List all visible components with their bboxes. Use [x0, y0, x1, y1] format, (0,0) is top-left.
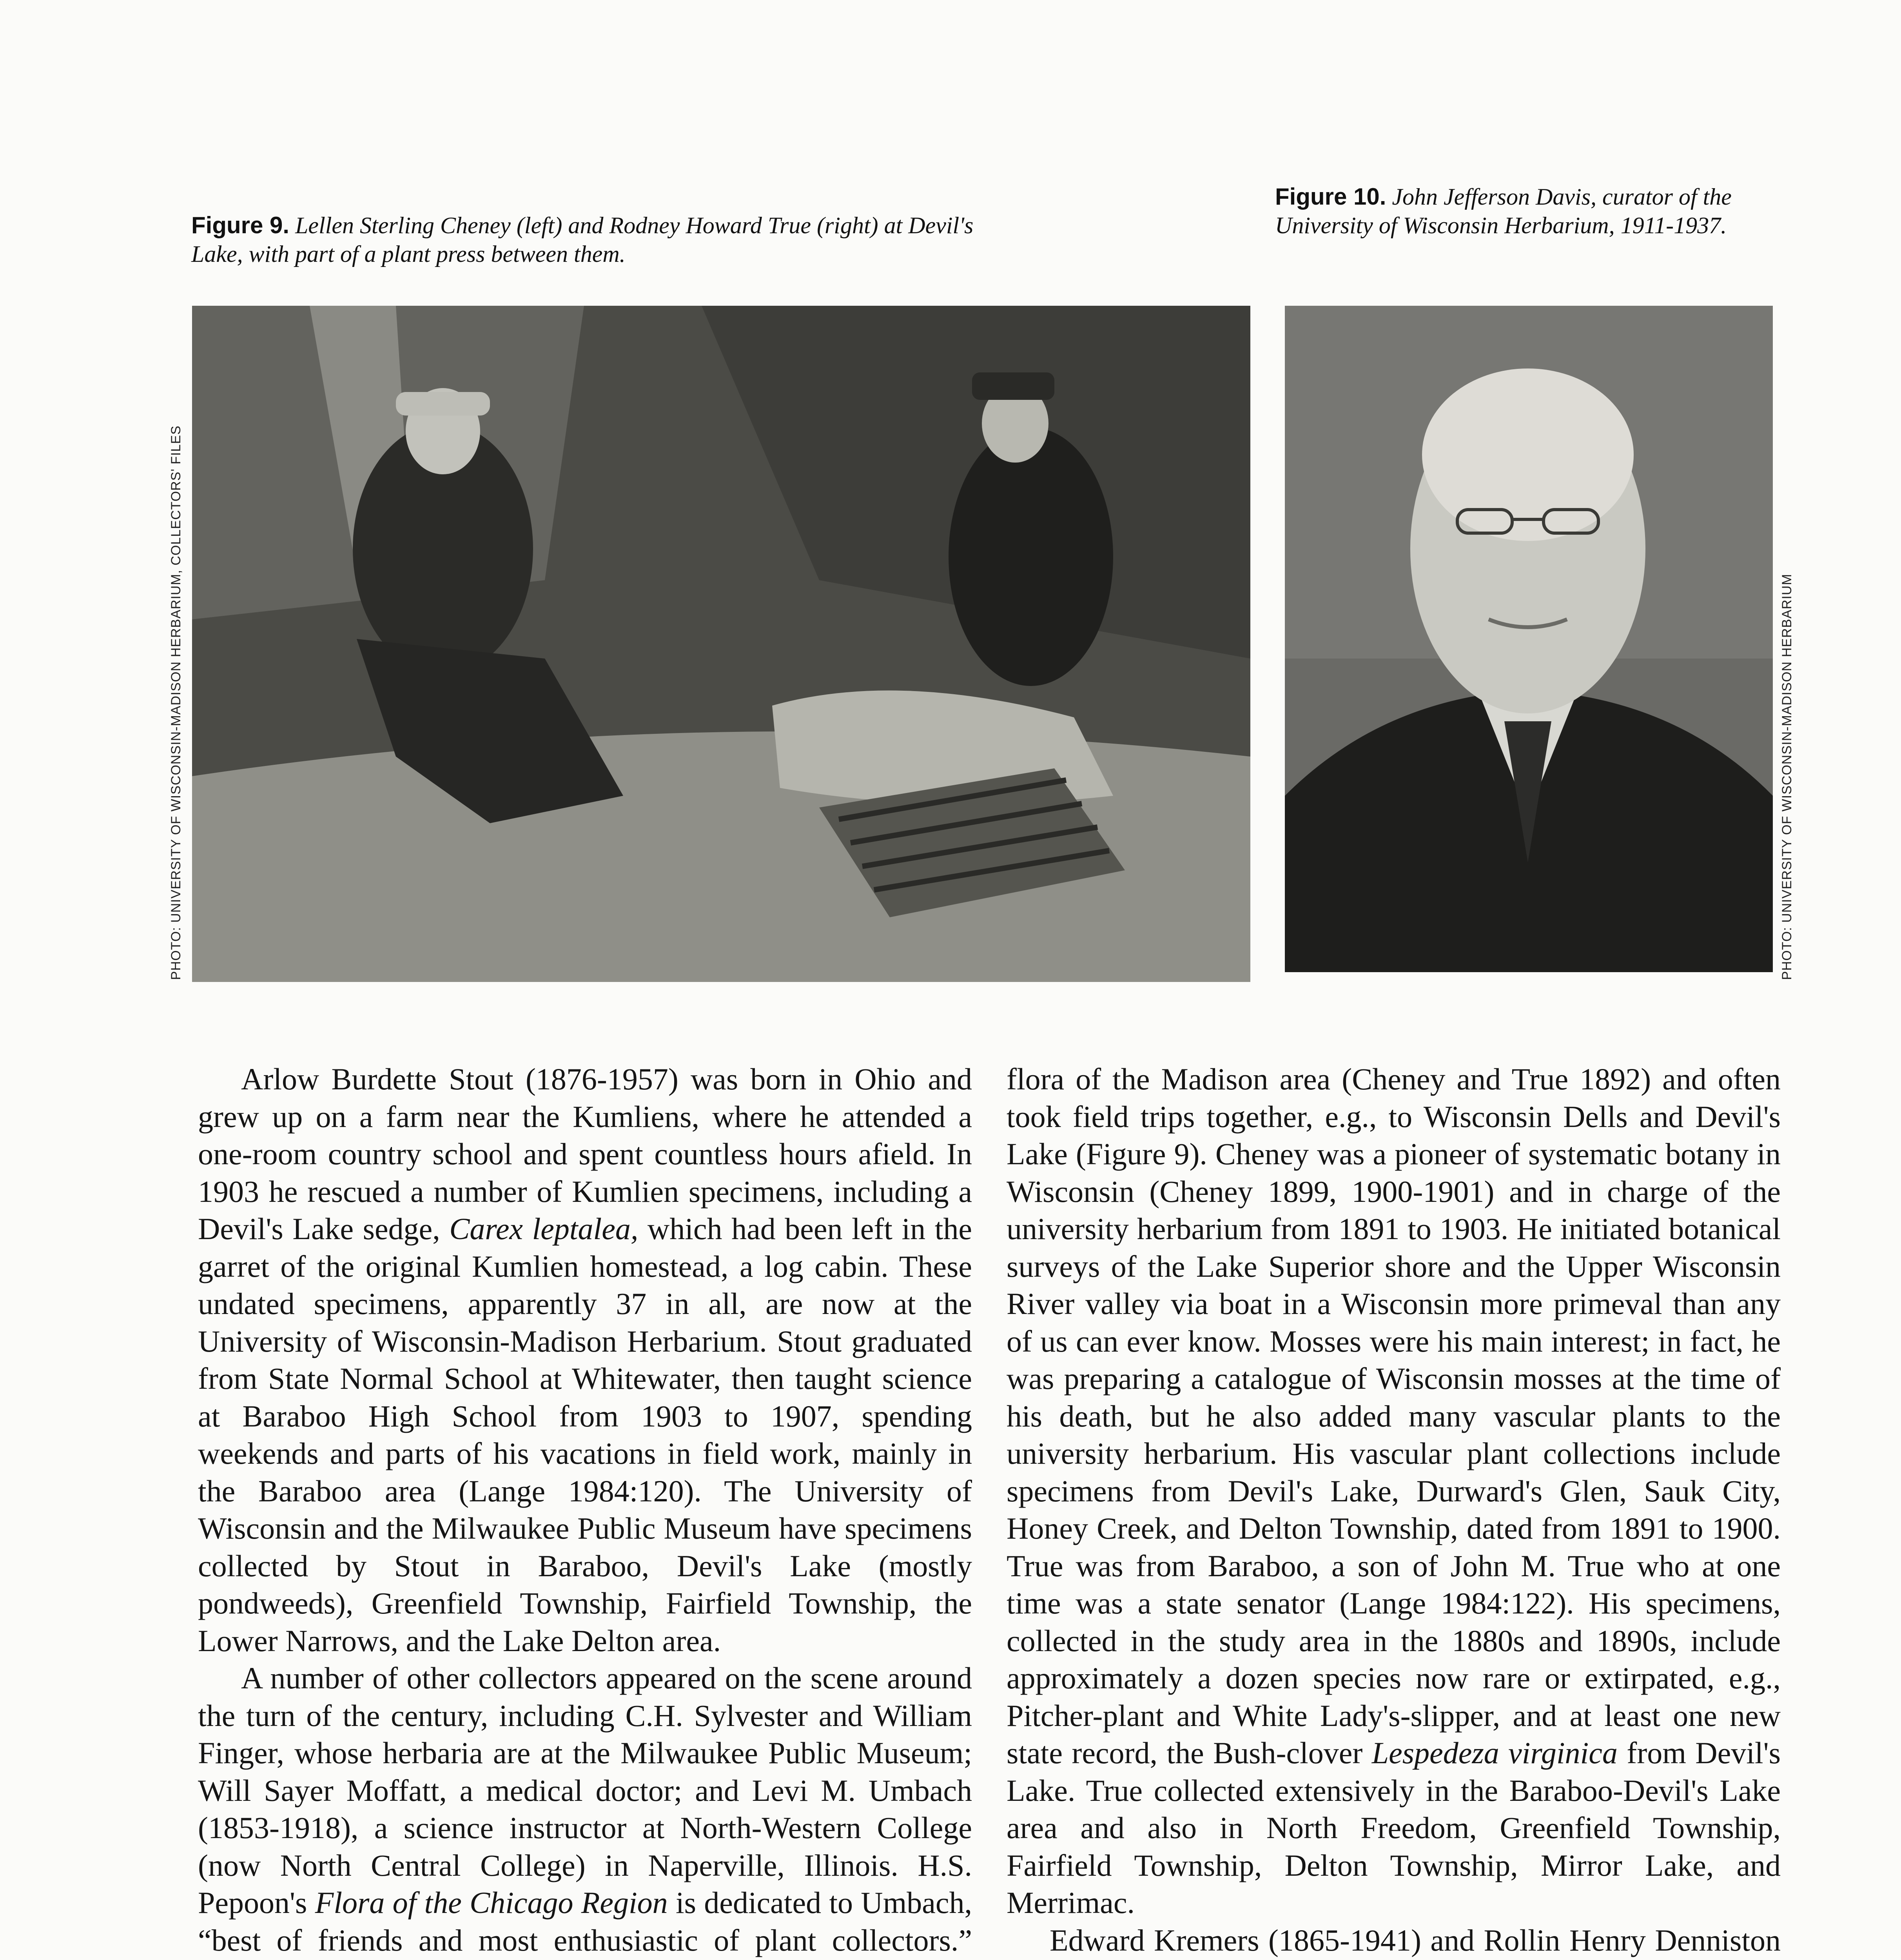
- figure-9-photo-illustration: [192, 306, 1250, 982]
- species-name: Carex leptalea,: [449, 1212, 639, 1246]
- paragraph-text: from Devil's Lake. True collected extensively in the Baraboo-Devil's Lake area and also in North Freedom, Greenfield Township, Fairfield Township, Delton Township, Mirror Lake, and Merrimac.: [1007, 1736, 1781, 1920]
- body-column-right: [1007, 1060, 1781, 1960]
- paragraph-text: flora of the Madison area (Cheney and True 1892) and often took field trips together, e.g., to Wisconsin Dells and Devil's Lake (Figure 9). Cheney was a pioneer of systematic botany in Wisconsin (Cheney 1899, 1900-1901) and in charge of the university herbarium from 1891 to 1903. He initiated botanical surveys of the Lake Superior shore and the Upper Wisconsin River valley via boat in a Wisconsin more primeval than any of us can ever know. Mosses were his main interest; in fact, he was preparing a catalogue of Wisconsin mosses at the time of his death, but he also added many vascular plants to the university herbarium. His vascular plant collections include specimens from Devil's Lake, Durward's Glen, Sauk City, Honey Creek, and Delton Township, dated from 1891 to 1900. True was from Baraboo, a son of John M. True who at one time was a state senator (Lange 1984:122). His specimens, collected in the study area in the 1880s and 1890s, include approximately a dozen species now rare or extirpated, e.g., Pitcher-plant and White Lady's-slipper, and at least one new state record, the Bush-clover: [1007, 1062, 1781, 1770]
- paragraph-kremers-denniston: [1007, 1922, 1781, 1960]
- paragraph-other-collectors: [198, 1659, 972, 1960]
- paragraph-text: which had been left in the garret of the original Kumlien homestead, a log cabin. These undated specimens, apparently 37 in all, are now at the University of Wisconsin-Madison Herbarium. Stout graduated from State Normal School at Whitewater, then taught science at Baraboo High School from 1903 to 1907, spending weekends and parts of his vacations in field work, mainly in the Baraboo area (Lange 1984:120). The University of Wisconsin and the Milwaukee Public Museum have specimens collected by Stout in Baraboo, Devil's Lake (mostly pondweeds), Greenfield Township, Fairfield Township, the Lower Narrows, and the Lake Delton area.: [198, 1212, 972, 1658]
- figure-9-photo: [192, 306, 1250, 982]
- figure-9-caption-text: Lellen Sterling Cheney (left) and Rodney Howard True (right) at Devil's Lake, with part of a plant press between them.: [191, 212, 974, 267]
- species-name: Lespedeza virginica: [1371, 1736, 1618, 1770]
- figure-10-caption: [1275, 182, 1796, 240]
- book-title: Flora of the Chicago Region: [315, 1886, 668, 1920]
- figure-10-label: Figure 10.: [1275, 183, 1386, 210]
- paragraph-text: Edward Kremers (1865-1941) and Rollin Henry Denniston: [1050, 1923, 1781, 1957]
- figure-9-caption: [191, 211, 1014, 269]
- figure-9-label: Figure 9.: [191, 212, 290, 238]
- figure-10-photo: [1285, 306, 1773, 972]
- paragraph-text: A number of other collectors appeared on the scene around the turn of the century, including C.H. Sylvester and William Finger, whose herbaria are at the Milwaukee Public Museum; Will Sayer Moffatt, a medical doctor; and Levi M. Umbach (1853-1918), a science instructor at North-Western College (now North Central College) in Naperville, Illinois. H.S. Pepoon's: [198, 1661, 972, 1920]
- figure-10-photo-credit: PHOTO: UNIVERSITY OF WISCONSIN-MADISON HERBARIUM: [1779, 573, 1794, 980]
- paragraph-cheney-true-continued: [1007, 1060, 1781, 1922]
- figure-9-photo-credit: PHOTO: UNIVERSITY OF WISCONSIN-MADISON HERBARIUM, COLLECTORS' FILES: [169, 425, 183, 980]
- figure-10-caption-text: John Jefferson Davis, curator of the University of Wisconsin Herbarium, 1911-1937.: [1275, 184, 1732, 238]
- figure-10-photo-illustration: [1285, 306, 1773, 972]
- paragraph-text: Arlow Burdette Stout (1876-1957) was born in Ohio and grew up on a farm near the Kumliens, where he attended a one-room country school and spent countless hours afield. In 1903 he rescued a number of Kumlien specimens, including a Devil's Lake sedge,: [198, 1062, 972, 1246]
- body-column-left: [198, 1060, 972, 1960]
- paragraph-text: is dedicated to Umbach, “best of friends and most enthusiastic of plant collectors.”: [198, 1886, 972, 1957]
- paragraph-stout: [198, 1060, 972, 1659]
